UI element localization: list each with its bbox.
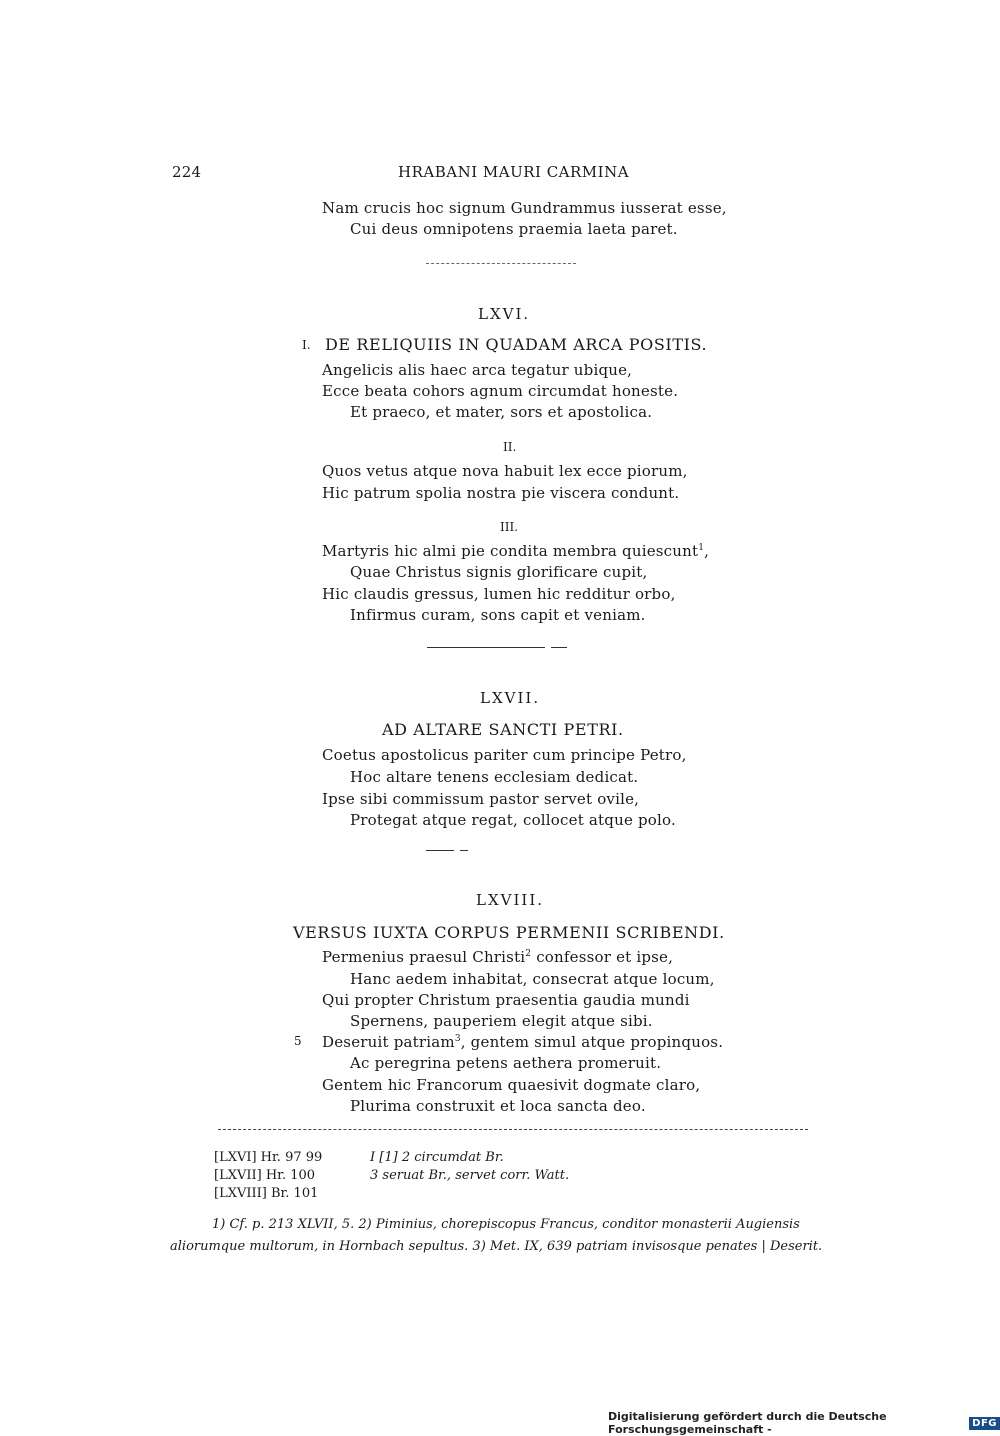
poem66-section1-marker: I. (302, 338, 311, 352)
intro-verse-1: Nam crucis hoc signum Gundrammus iusserat esse, (322, 199, 727, 217)
intro-verse-2: Cui deus omnipotens praemia laeta paret. (350, 220, 678, 238)
separator (427, 647, 545, 648)
dfg-logo: DFG (969, 1417, 1000, 1430)
poem66-verse: Hic patrum spolia nostra pie viscera condunt. (322, 484, 680, 502)
footnote-line: 1) Cf. p. 213 XLVII, 5. 2) Piminius, chorepiscopus Francus, conditor monasterii Augiensis (212, 1217, 800, 1232)
poem66-verse: Ecce beata cohors agnum circumdat honeste. (322, 382, 679, 400)
poem68-title: VERSUS IUXTA CORPUS PERMENII SCRIBENDI. (293, 923, 725, 942)
apparatus-left: [LXVII] Hr. 100 (214, 1168, 316, 1183)
poem66-verse: Et praeco, et mater, sors et apostolica. (350, 403, 653, 421)
poem68-verse: Permenius praesul Christi$^2$ confessor et ipse, (322, 948, 674, 966)
apparatus-right: 3 seruat Br., servet corr. Watt. (370, 1168, 570, 1183)
poem68-verse: Plurima construxit et loca sancta deo. (350, 1097, 646, 1115)
page-number: 224 (172, 163, 202, 181)
apparatus-left: [LXVI] Hr. 97 99 (214, 1150, 323, 1165)
poem68-verse: Gentem hic Francorum quaesivit dogmate claro, (322, 1076, 701, 1094)
poem66-verse: Infirmus curam, sons capit et veniam. (350, 606, 646, 624)
poem67-title: AD ALTARE SANCTI PETRI. (382, 720, 624, 739)
separator (460, 850, 468, 851)
apparatus-rule (218, 1129, 808, 1131)
poem66-number: LXVI. (478, 305, 531, 323)
poem66-section2-marker: II. (503, 440, 517, 454)
footnote-line: aliorumque multorum, in Hornbach sepultus. 3) Met. IX, 639 patriam invisosque penates | Deserit. (170, 1239, 823, 1254)
poem68-verse: Deseruit patriam$^3$, gentem simul atque propinquos. (322, 1033, 724, 1051)
poem66-verse: Quos vetus atque nova habuit lex ecce piorum, (322, 462, 688, 480)
poem67-verse: Ipse sibi commissum pastor servet ovile, (322, 790, 640, 808)
poem68-verse: Hanc aedem inhabitat, consecrat atque locum, (350, 970, 715, 988)
poem66-verse: Martyris hic almi pie condita membra quiescunt$^1$, (322, 542, 710, 560)
poem68-line-marker: 5 (294, 1034, 302, 1048)
separator (426, 263, 576, 265)
funding-footer (608, 1410, 1000, 1436)
separator (551, 647, 567, 648)
poem66-verse: Hic claudis gressus, lumen hic redditur orbo, (322, 585, 676, 603)
funding-text: Digitalisierung gefördert durch die Deutsche Forschungsgemeinschaft - (608, 1410, 887, 1436)
separator (426, 850, 454, 851)
apparatus-left: [LXVIII] Br. 101 (214, 1186, 319, 1201)
poem67-verse: Hoc altare tenens ecclesiam dedicat. (350, 768, 639, 786)
poem67-verse: Coetus apostolicus pariter cum principe Petro, (322, 746, 687, 764)
poem66-verse: Angelicis alis haec arca tegatur ubique, (322, 361, 633, 379)
poem67-verse: Protegat atque regat, collocet atque polo. (350, 811, 676, 829)
poem68-verse: Ac peregrina petens aethera promeruit. (350, 1054, 662, 1072)
poem68-verse: Qui propter Christum praesentia gaudia mundi (322, 991, 690, 1009)
poem68-number: LXVIII. (476, 891, 545, 909)
poem66-section3-marker: III. (500, 520, 519, 534)
poem66-title: DE RELIQUIIS IN QUADAM ARCA POSITIS. (325, 335, 708, 354)
poem68-verse: Spernens, pauperiem elegit atque sibi. (350, 1012, 653, 1030)
apparatus-right: I [1] 2 circumdat Br. (370, 1150, 504, 1165)
running-title: HRABANI MAURI CARMINA (398, 163, 630, 181)
poem67-number: LXVII. (480, 689, 541, 707)
poem66-verse: Quae Christus signis glorificare cupit, (350, 563, 648, 581)
